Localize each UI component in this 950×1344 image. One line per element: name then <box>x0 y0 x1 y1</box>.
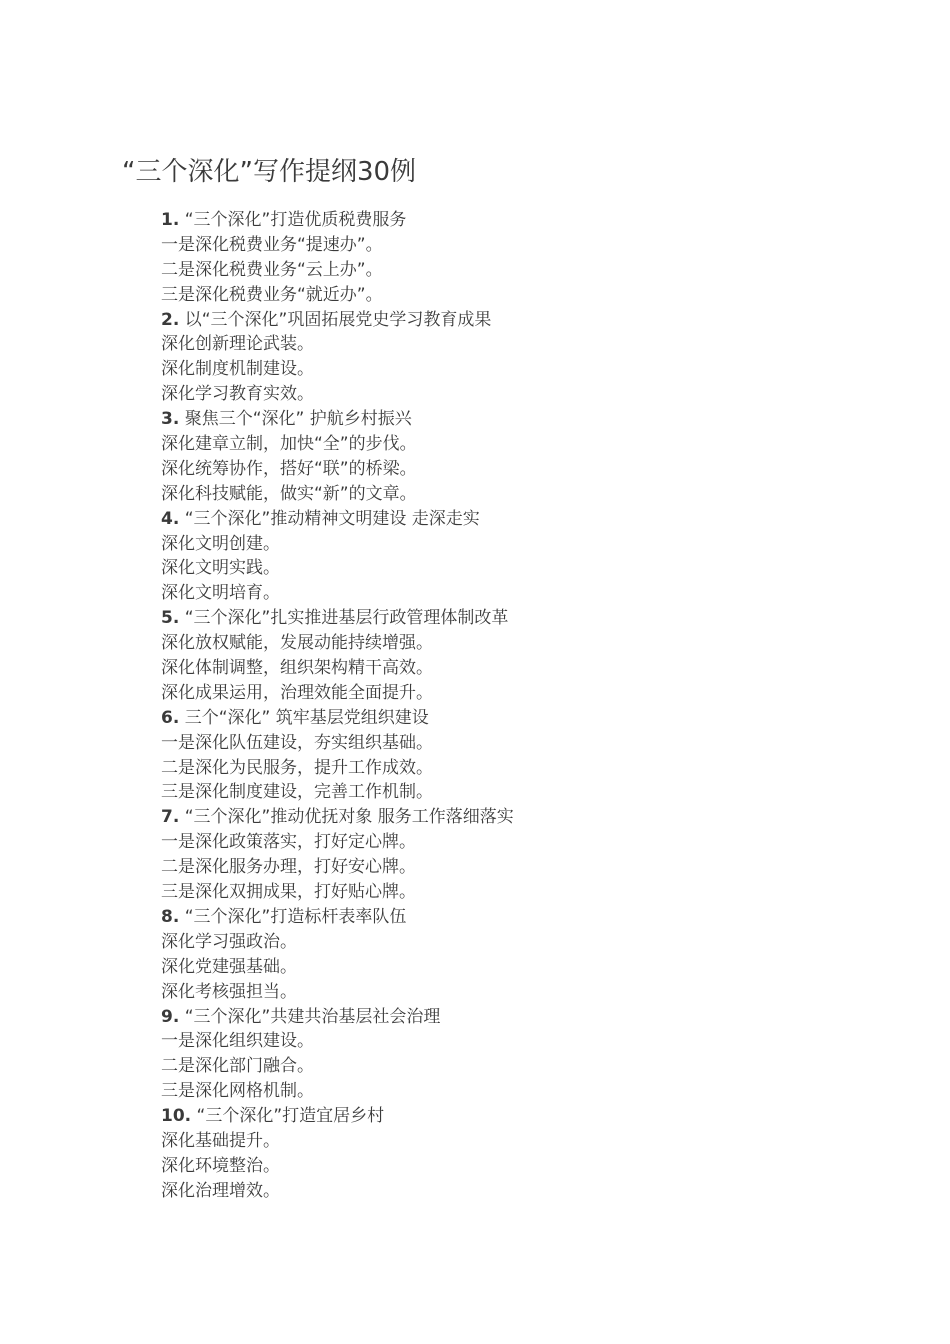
section-point: 深化文明实践。 <box>161 558 280 579</box>
section-heading-text: 聚焦三个“深化” 护航乡村振兴 <box>184 409 412 430</box>
section-number: 7. <box>161 807 180 828</box>
section-point: 深化学习教育实效。 <box>161 384 314 405</box>
section-heading-text: “三个深化”打造优质税费服务 <box>184 210 407 230</box>
section-heading <box>161 507 881 532</box>
section-point: 深化环境整治。 <box>161 1155 280 1176</box>
section-point: 三是深化双拥成果，打好贴心牌。 <box>161 882 416 903</box>
section-point: 深化科技赋能，做实“新”的文章。 <box>161 483 417 504</box>
section-heading <box>161 1005 881 1030</box>
section-point: 深化基础提升。 <box>161 1130 280 1151</box>
section-heading <box>161 706 881 731</box>
document-title: “三个深化”写作提纲30例 <box>122 157 417 187</box>
section-point: 深化成果运用，治理效能全面提升。 <box>161 682 433 703</box>
section-heading <box>161 905 881 930</box>
section-point: 深化党建强基础。 <box>161 956 297 977</box>
outline-section <box>161 706 881 806</box>
section-heading-text: 三个“深化” 筑牢基层党组织建设 <box>184 707 429 728</box>
section-point: 二是深化税费业务“云上办”。 <box>161 259 383 280</box>
section-heading-text: 以“三个深化”巩固拓展党史学习教育成果 <box>184 309 492 330</box>
section-point: 一是深化队伍建设，夯实组织基础。 <box>161 732 433 753</box>
outline-section <box>161 1104 881 1204</box>
section-heading <box>161 407 881 432</box>
outline-section <box>161 208 881 308</box>
section-number: 1. <box>161 210 180 230</box>
section-point: 深化体制调整，组织架构精干高效。 <box>161 658 433 679</box>
section-point: 深化建章立制，加快“全”的步伐。 <box>161 434 417 455</box>
section-heading-text: “三个深化”共建共治基层社会治理 <box>184 1006 441 1027</box>
section-number: 3. <box>161 409 180 430</box>
section-point: 深化治理增效。 <box>161 1180 280 1201</box>
section-point: 二是深化为民服务，提升工作成效。 <box>161 757 433 778</box>
section-point: 深化统筹协作，搭好“联”的桥梁。 <box>161 458 417 479</box>
section-point: 深化文明培育。 <box>161 583 280 604</box>
section-number: 9. <box>161 1006 180 1027</box>
section-point: 三是深化税费业务“就近办”。 <box>161 284 383 305</box>
outline-section <box>161 308 881 408</box>
outline-section <box>161 407 881 507</box>
section-point: 一是深化组织建设。 <box>161 1031 314 1052</box>
outline-section <box>161 507 881 607</box>
section-heading-text: “三个深化”推动优抚对象 服务工作落细落实 <box>184 807 514 828</box>
outline-section <box>161 606 881 706</box>
section-point: 深化制度机制建设。 <box>161 359 314 380</box>
section-heading <box>161 1104 881 1129</box>
section-heading <box>161 606 881 631</box>
section-heading <box>161 308 881 333</box>
section-point: 三是深化网格机制。 <box>161 1081 314 1102</box>
section-point: 一是深化政策落实，打好定心牌。 <box>161 832 416 853</box>
section-point: 二是深化服务办理，打好安心牌。 <box>161 857 416 878</box>
section-point: 三是深化制度建设，完善工作机制。 <box>161 782 433 803</box>
section-number: 2. <box>161 309 180 330</box>
section-number: 5. <box>161 608 180 629</box>
section-heading <box>161 208 881 233</box>
section-point: 二是深化部门融合。 <box>161 1056 314 1077</box>
outline-section <box>161 805 881 905</box>
section-heading-text: “三个深化”扎实推进基层行政管理体制改革 <box>184 608 509 629</box>
section-number: 10. <box>161 1106 192 1127</box>
section-heading-text: “三个深化”推动精神文明建设 走深走实 <box>184 508 480 529</box>
section-point: 深化放权赋能，发展动能持续增强。 <box>161 633 433 654</box>
section-point: 深化文明创建。 <box>161 533 280 554</box>
section-number: 6. <box>161 707 180 728</box>
section-heading <box>161 805 881 830</box>
outline-list <box>161 208 881 1204</box>
section-heading-text: “三个深化”打造宜居乡村 <box>196 1106 385 1127</box>
section-number: 4. <box>161 508 180 529</box>
section-point: 一是深化税费业务“提速办”。 <box>161 234 383 255</box>
section-number: 8. <box>161 906 180 927</box>
section-point: 深化学习强政治。 <box>161 931 297 952</box>
section-point: 深化考核强担当。 <box>161 981 297 1002</box>
section-point: 深化创新理论武装。 <box>161 334 314 355</box>
outline-section <box>161 905 881 1005</box>
section-heading-text: “三个深化”打造标杆表率队伍 <box>184 906 407 927</box>
outline-section <box>161 1005 881 1105</box>
